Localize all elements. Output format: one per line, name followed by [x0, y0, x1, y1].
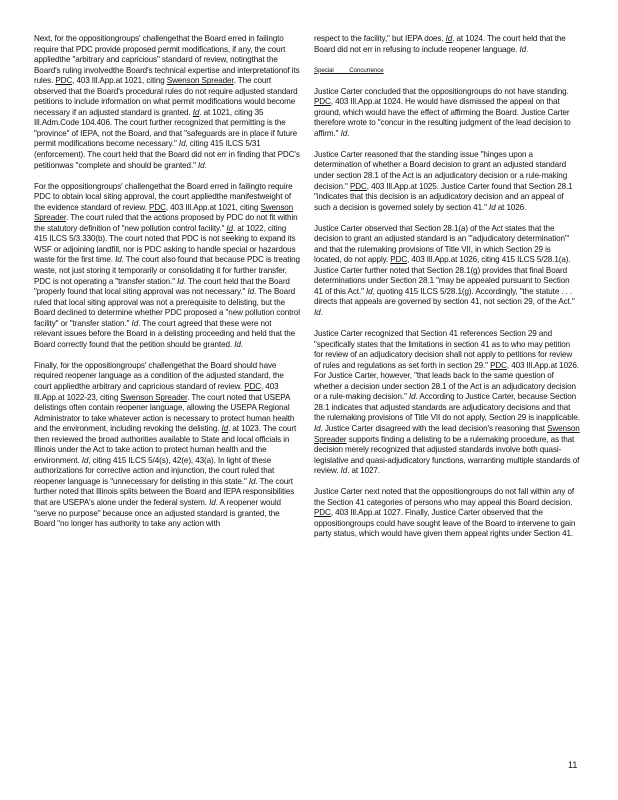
text-run: Justice Carter observed that Section 28.1(a) of the Act states that the decision to grant an adjusted standard is an "'adjudicatory determination'" and that the rulemaking provisions of Title VII, in which Section 29 is located, do not apply. — [314, 223, 570, 265]
text-run: Justice Carter concluded that the oppositiongroups do not have standing. — [314, 86, 569, 96]
text-run: . The court noted that USEPA delistings often contain reopener language, allowing the USEPA Regional Administrator to take whatever action is necessary to protect human health and the environment, including revoking the delisting. — [34, 392, 295, 434]
text-run: at 1026. — [495, 202, 527, 212]
text-run: Id — [177, 276, 184, 286]
text-run: Id — [314, 308, 321, 318]
paragraph — [314, 329, 580, 477]
text-run: . The court held that the Board "properly found that local siting approval was not necessary." — [34, 276, 290, 297]
text-run: , 403 Ill.App.at 1021, citing — [72, 76, 167, 86]
text-run: , citing 415 ILCS 5/4(s), 42(e), 43(a). In light of these authorizations for corrective action and injunction, the court ruled that reopener language is "unnecessary for delisting in this state." — [34, 455, 275, 486]
text-run: , 403 Ill.App.at 1026, citing 415 ILCS 5/28.1(a). Justice Carter further noted that Section 28.1(g) provides that final Board determinations under Section 28.1 "may be appealed pursuant to Section 41 of this Act." — [314, 255, 571, 296]
text-run: Id — [81, 455, 89, 465]
text-run: , 403 Ill.App.at 1026. For Justice Carter, however, "that leads back to the same question of whether a decision under section 28.1 of the Act is an adjudicatory decision or a rule-making decision." — [314, 360, 579, 402]
text-run: , 403 Ill.App.at 1024. He would have dismissed the appeal on that ground, which would have the effect of affirming the Board. Justice Carter therefore wrote to "concur in the resulting judgment of the lead decision to affirm." — [314, 97, 571, 138]
text-run: , quoting 415 ILCS 5/28.1(g). Accordingly, "the statute . . . directs that appeals are governed by section 41, not section 29, of the Act." — [314, 286, 575, 307]
text-run: . The court ruled that the actions proposed by PDC do not fit within the statutory definition of "new pollution control facility." — [34, 213, 298, 233]
text-run: Id — [234, 339, 241, 349]
text-run: , 403 Ill.App.at 1021, citing — [165, 202, 261, 212]
citation: PDC — [390, 255, 408, 265]
text-run: Justice Carter next noted that the oppositiongroups do not fall within any of the Section 41 categories of persons who may appeal this Board decision. — [314, 487, 575, 507]
text-run: Id — [366, 286, 373, 296]
text-run: , citing 415 ILCS 5/31 (enforcement). The court held that the Board did not err in finding that PDC's petitionwas "complete and should be granted." — [34, 139, 300, 170]
text-run: . — [204, 160, 207, 170]
text-run: , 403 Ill.App.at 1025. Justice Carter found that Section 28.1 "indicates that this decision is an adjudicatory decision and an appeal of such a decision is governed solely by section 41." — [314, 181, 573, 212]
citation: PDC — [490, 360, 507, 370]
citation: Swenson Spreader — [166, 76, 234, 86]
citation: Swenson Spreader — [34, 202, 294, 223]
text-run: . — [240, 339, 243, 349]
text-run: Justice Carter recognized that Section 41 references Section 29 and "specifically states that the limitations in section 41 as to who may petition for review of an adjudicatory decision shall not apply to petitions for review of rules and regulations as set forth in section 29." — [314, 329, 573, 370]
paragraph — [314, 487, 580, 540]
paragraph — [314, 87, 580, 140]
text-run: Id — [489, 202, 496, 212]
text-run: , 403 Ill.App.at 1027. Finally, Justice Carter observed that the oppositiongroups could have sought leave of the Board to intervene to gain party status, which would have given them appeal rights under Section 41. — [314, 508, 576, 539]
citation: PDC — [149, 202, 166, 212]
text-run: Id — [519, 44, 527, 54]
text-run: Id — [314, 424, 321, 433]
paragraph — [34, 34, 300, 171]
text-run: Id — [198, 160, 205, 170]
text-run: Id — [248, 476, 256, 486]
text-run: Id — [340, 466, 348, 476]
left-column — [34, 34, 300, 540]
citation: Swenson Spreader — [314, 424, 580, 444]
citation: Swenson Spreader — [120, 392, 188, 402]
right-column — [314, 34, 580, 550]
text-run: respect to the facility," but IEPA does. — [314, 34, 446, 43]
text-run: Id — [340, 128, 348, 138]
text-run: Id — [178, 139, 186, 149]
text-run: . at 1027. — [347, 466, 380, 476]
paragraph — [314, 224, 580, 319]
section-heading: Special Concurrence — [314, 66, 384, 74]
text-run: Justice Carter reasoned that the standing issue "hinges upon a determination of whether a Board decision to grant an adjusted standard under section 28.1 of the Act is an adjudicatory decision or a rule-making decision." — [314, 149, 568, 191]
text-run: Next, for the oppositiongroups' challengethat the Board erred in failingto require that PDC provide proposed permit modifications, if any, the court appliedthe "arbitrary and capricious" standard of review, notingthat the Board's ruling involvedthe Board's technical expertise and interpretationof its rules. — [34, 34, 300, 86]
citation: PDC — [314, 508, 331, 518]
citation: Id — [192, 107, 200, 117]
text-run: . — [526, 44, 529, 54]
text-run: . The court also found that because PDC is treating waste, not just storing it temporarily or consolidating it for further transfer, PDC is not operating a "transfer station." — [34, 255, 300, 286]
text-run: Finally, for the oppositiongroups' challengethat the Board should have required reopener language as a condition of the adjusted standard, the court appliedthe arbitrary and capricious standard of review. — [34, 360, 284, 391]
citation: PDC — [349, 181, 367, 191]
text-run: supports finding a delisting to be a rulemaking procedure, as that decision merely recognized that adjusted standards involve both quasi-legislative and quasi-adjudicatory functions, warranting multiple standards of review. — [314, 434, 580, 476]
text-run: . The Board ruled that local siting approval was not a prerequisite to delisting, but the Board declined to determine whether PDC proposed a "new pollution control facility" or "transfer station." — [34, 287, 300, 328]
text-run: . at 1021, citing 35 Ill.Adm.Code 104.406. The court further recognized that permitting is the "province" of IEPA, not the Board, and that "safeguards are in place if future permit modifications become necessary." — [34, 107, 297, 149]
citation: PDC — [55, 76, 73, 86]
text-run: . at 1022, citing 415 ILCS 5/3.330(b). The court noted that PDC is not seeking to expand its WSF or adjoining landfill, nor is PDC asking to handle special or hazardous waste for the first time. — [34, 223, 296, 265]
text-run: . at 1024. The court held that the Board did not err in refusing to include reopener language. — [314, 34, 566, 54]
paragraph — [34, 182, 300, 351]
page-number: 11 — [568, 760, 578, 770]
text-run: . at 1023. The court then reviewed the broad authorities available to State and local officials in Illinois under the Act to take action to protect human health and the environment. — [34, 424, 297, 465]
text-run: Id — [131, 318, 139, 328]
text-run: Id — [409, 392, 416, 402]
text-run: . The court observed that the Board's procedural rules do not require adjusted standard petitions to include information on what permit modifications would become necessary if an adjusted standard is granted. — [34, 76, 298, 117]
text-run: Id — [115, 255, 122, 265]
text-run: . — [320, 308, 323, 318]
text-run: . Justice Carter disagreed with the lead decision's reasoning that — [320, 424, 548, 433]
paragraph — [314, 150, 580, 213]
text-run: For the oppositiongroups' challengethat the Board erred in failingto require PDC to obtain local siting approval, the court appliedthe manifestweight of the evidence standard of review. — [34, 181, 293, 212]
text-run: . A reopener would "serve no purpose" because once an adjusted standard is granted, the Board "no longer has authority to take any action with — [34, 497, 281, 529]
citation: Id — [445, 34, 453, 43]
paragraph — [34, 361, 300, 530]
text-run: Id — [247, 287, 255, 297]
text-run: . — [347, 128, 350, 138]
text-run: , 403 Ill.App.at 1022-23, citing — [34, 381, 279, 402]
citation: PDC — [244, 381, 261, 391]
citation: Id — [226, 223, 233, 233]
text-run: . The court agreed that these were not relevant issues before the Board in a delisting proceeding and held that the Board correctly found that the petition should be granted. — [34, 318, 296, 349]
text-run: Id — [209, 497, 216, 507]
citation: Id — [221, 424, 229, 434]
text-run: . The court further noted that Illinois splits between the Board and IEPA responsibilities that are USEPA's alone under the federal system. — [34, 476, 295, 507]
citation: PDC — [314, 97, 331, 107]
paragraph — [314, 34, 580, 55]
text-run: . According to Justice Carter, because Section 28.1 indicates that adjusted standards are adjudicatory decisions and that the rulemaking provisions of Title VII do not apply, Section 29 is inapplicable. — [314, 392, 580, 423]
